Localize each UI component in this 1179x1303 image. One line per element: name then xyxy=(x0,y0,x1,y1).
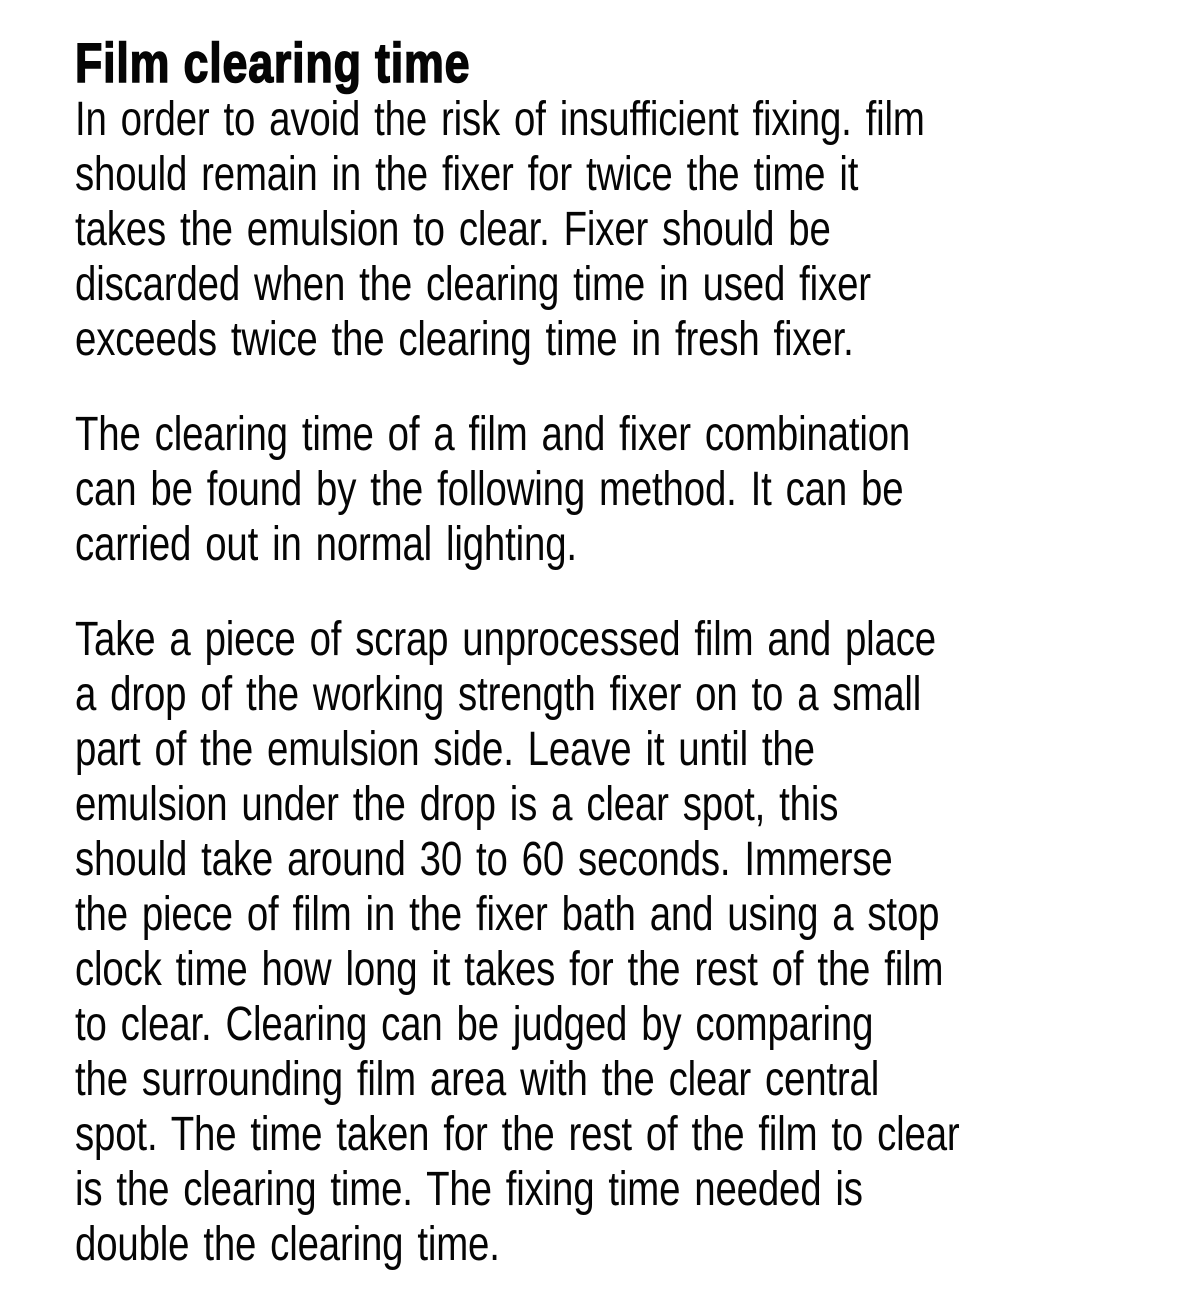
text-line: carried out in normal lighting. xyxy=(75,518,577,571)
text-column xyxy=(75,31,1179,1272)
text-line: to clear. Clearing can be judged by comparing xyxy=(75,998,874,1051)
text-line: The clearing time of a film and fixer combination xyxy=(75,408,911,461)
paragraph-intro xyxy=(75,92,1179,367)
text-line: In order to avoid the risk of insufficient fixing. film xyxy=(75,93,925,146)
page-title: Film clearing time xyxy=(75,31,471,94)
text-line: is the clearing time. The fixing time needed is xyxy=(75,1163,863,1216)
text-line: emulsion under the drop is a clear spot, this xyxy=(75,778,839,831)
text-line: spot. The time taken for the rest of the film to clear xyxy=(75,1108,960,1161)
text-line: takes the emulsion to clear. Fixer should be xyxy=(75,203,831,256)
text-line: a drop of the working strength fixer on to a small xyxy=(75,668,922,721)
text-line: part of the emulsion side. Leave it until the xyxy=(75,723,815,776)
text-line: exceeds twice the clearing time in fresh fixer. xyxy=(75,313,854,366)
text-line: the surrounding film area with the clear central xyxy=(75,1053,880,1106)
text-line: discarded when the clearing time in used fixer xyxy=(75,258,871,311)
text-line: should remain in the fixer for twice the time it xyxy=(75,148,859,201)
paragraph-method-intro xyxy=(75,407,1179,572)
text-line: can be found by the following method. It can be xyxy=(75,463,904,516)
paragraph-method-steps xyxy=(75,612,1179,1272)
text-line: the piece of film in the fixer bath and using a stop xyxy=(75,888,940,941)
text-line: Take a piece of scrap unprocessed film and place xyxy=(75,613,936,666)
text-line: should take around 30 to 60 seconds. Immerse xyxy=(75,833,893,886)
text-line: double the clearing time. xyxy=(75,1218,500,1271)
text-line: clock time how long it takes for the rest of the film xyxy=(75,943,944,996)
